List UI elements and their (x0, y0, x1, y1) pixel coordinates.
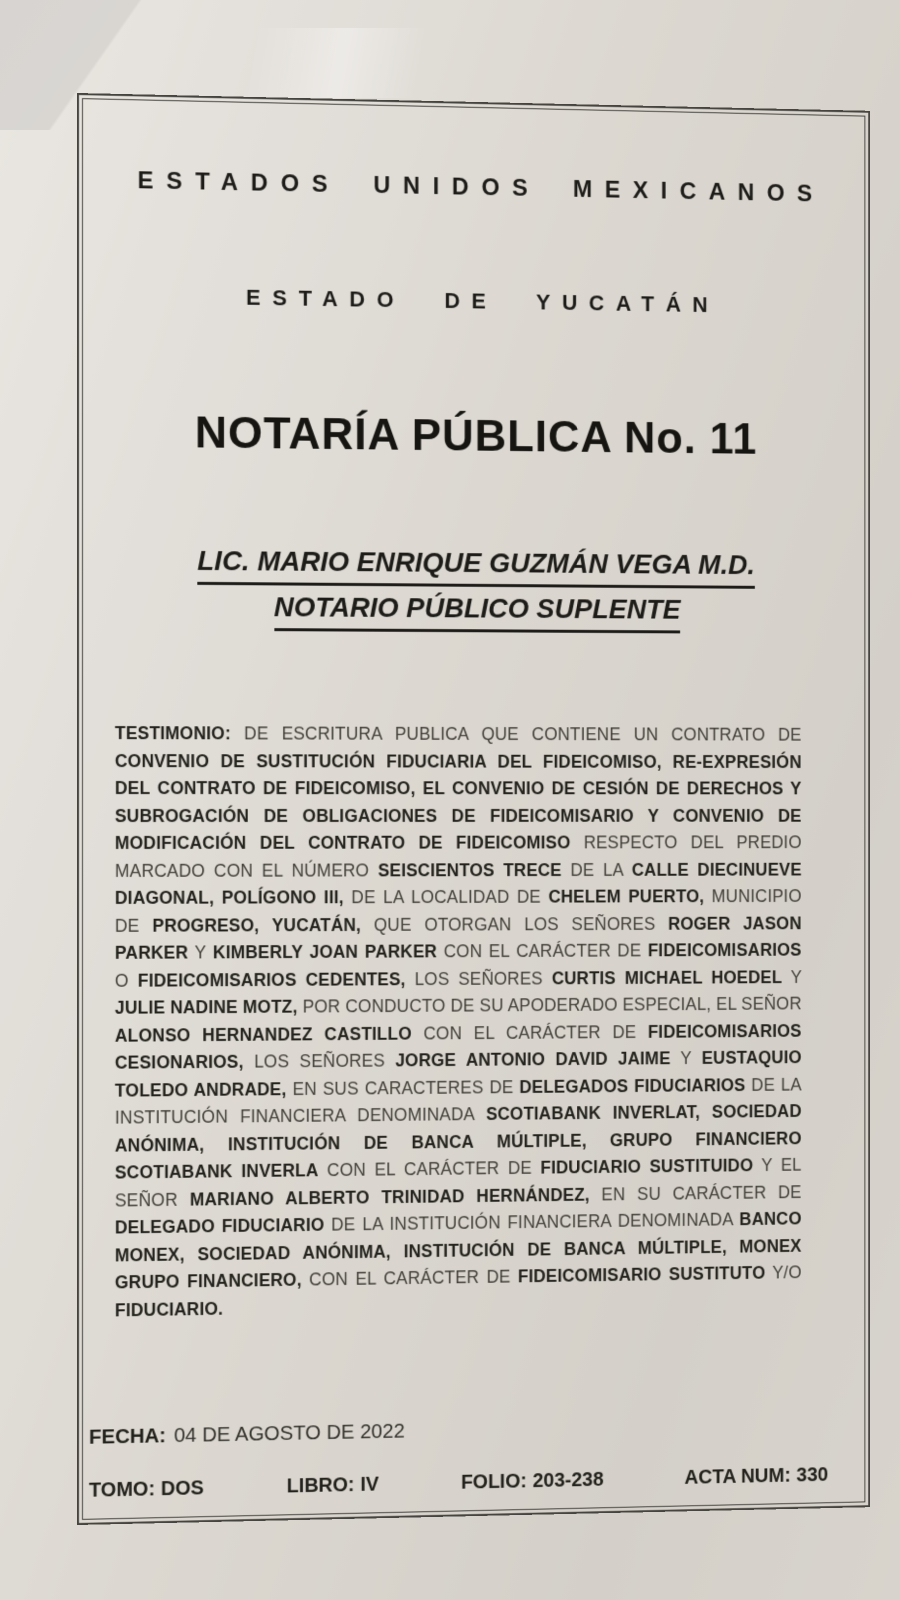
country-header: ESTADOS UNIDOS MEXICANOS (137, 167, 825, 208)
tomo-field (89, 1475, 204, 1503)
fecha-value: 04 DE AGOSTO DE 2022 (173, 1419, 405, 1448)
state-header: ESTADO DE YUCATÁN (246, 284, 720, 318)
notary-office-title: NOTARÍA PÚBLICA No. 11 (194, 406, 758, 464)
acta-label: ACTA NUM: (684, 1464, 791, 1489)
document-content (79, 95, 868, 1523)
fecha-row (89, 1410, 830, 1450)
registry-row (89, 1462, 828, 1504)
libro-field (287, 1472, 379, 1500)
folio-field (461, 1467, 604, 1496)
fecha-label: FECHA: (88, 1424, 167, 1449)
document-border-frame (77, 93, 870, 1525)
folio-value: 203-238 (532, 1468, 604, 1493)
acta-value: 330 (796, 1464, 829, 1487)
tomo-value: DOS (160, 1477, 204, 1501)
notary-role: NOTARIO PÚBLICO SUPLENTE (79, 587, 868, 634)
folio-label: FOLIO: (460, 1470, 527, 1494)
libro-label: LIBRO: (286, 1474, 355, 1498)
libro-value: IV (360, 1473, 379, 1496)
acta-field (684, 1462, 828, 1491)
testimonio-paragraph: TESTIMONIO: DE ESCRITURA PUBLICA QUE CONTIENE UN CONTRATO DE CONVENIO DE SUSTITUCIÓN FIDUCIARIA DEL FIDEICOMISO, RE-EXPRESIÓN DEL CONTRATO DE FIDEICOMISO, EL CONVENIO DE CESIÓN DE DERECHOS Y SUBROGACIÓN DE OBLIGACIONES DE FIDEICOMISARIO Y CONVENIO DE MODIFICACIÓN DEL CONTRATO DE FIDEICOMISO RESPECTO DEL PREDIO MARCADO CON EL NÚMERO SEISCIENTOS TRECE DE LA CALLE DIECINUEVE DIAGONAL, POLÍGONO III, DE LA LOCALIDAD DE CHELEM PUERTO, MUNICIPIO DE PROGRESO, YUCATÁN, QUE OTORGAN LOS SEÑORES ROGER JASON PARKER Y KIMBERLY JOAN PARKER CON EL CARÁCTER DE FIDEICOMISARIOS O FIDEICOMISARIOS CEDENTES, LOS SEÑORES CURTIS MICHAEL HOEDEL Y JULIE NADINE MOTZ, POR CONDUCTO DE SU APODERADO ESPECIAL, EL SEÑOR ALONSO HERNANDEZ CASTILLO CON EL CARÁCTER DE FIDEICOMISARIOS CESIONARIOS, LOS SEÑORES JORGE ANTONIO DAVID JAIME Y EUSTAQUIO TOLEDO ANDRADE, EN SUS CARACTERES DE DELEGADOS FIDUCIARIOS DE LA INSTITUCIÓN FINANCIERA DENOMINADA SCOTIABANK INVERLAT, SOCIEDAD ANÓNIMA, INSTITUCIÓN DE BANCA MÚLTIPLE, GRUPO FINANCIERO SCOTIABANK INVERLA CON EL CARÁCTER DE FIDUCIARIO SUSTITUIDO Y EL SEÑOR MARIANO ALBERTO TRINIDAD HERNÁNDEZ, EN SU CARÁCTER DE DELEGADO FIDUCIARIO DE LA INSTITUCIÓN FINANCIERA DENOMINADA BANCO MONEX, SOCIEDAD ANÓNIMA, INSTITUCIÓN DE BANCA MÚLTIPLE, MONEX GRUPO FINANCIERO, CON EL CARÁCTER DE FIDEICOMISARIO SUSTITUTO Y/O FIDUCIARIO. (114, 723, 802, 1320)
tomo-label: TOMO: (88, 1478, 155, 1502)
paper-fold-crease (0, 28, 900, 98)
notary-name: LIC. MARIO ENRIQUE GUZMÁN VEGA M.D. (79, 541, 868, 590)
